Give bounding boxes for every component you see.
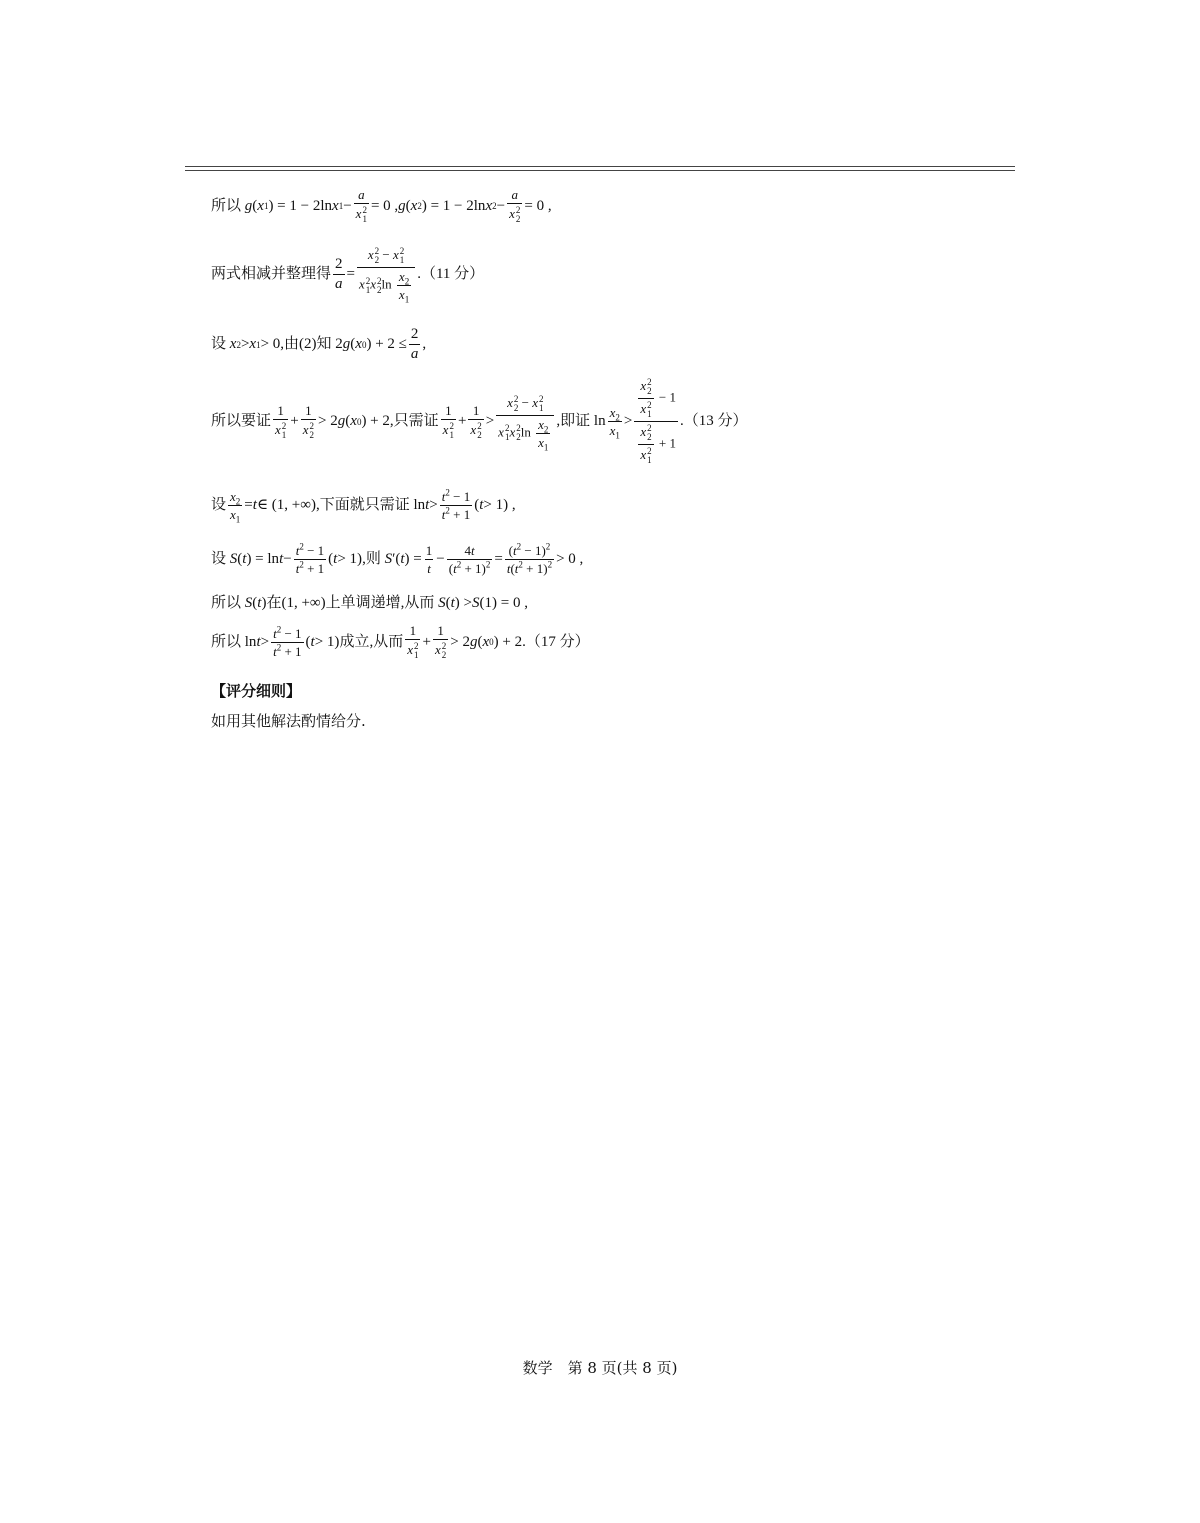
fraction-a-over-x2sq: a x 2 2 xyxy=(509,187,521,224)
formula-line-2: 两式相减并整理得 $\frac{2}{a}$ = x 2 2 − x 2 1 x 2 1 x 2 2 ln $\frac{x_2}{x_1}$ .（11 分） xyxy=(211,246,485,305)
line-6-prefix: 设 xyxy=(211,551,227,567)
line-8-mid: 成立,从而 xyxy=(339,633,404,650)
line-8-prefix: 所以 xyxy=(211,633,242,650)
fraction-1-over-x2sq: 1 x 2 2 xyxy=(302,402,315,440)
line-2-score: .（11 分） xyxy=(417,265,485,282)
line-7-mid2: 上单调递增,从而 xyxy=(325,595,435,611)
fraction-1-over-x2sq-c: 1 x 2 2 xyxy=(434,623,447,660)
fraction-x2-over-x1-t: $\frac{x_2}{x_1}$ xyxy=(230,489,241,525)
fraction-1-over-x1sq-b: 1 x 2 1 xyxy=(442,402,454,440)
header-rule-bottom xyxy=(185,170,1015,171)
line-4-mid2: ,即证 xyxy=(556,413,591,429)
scoring-note: 如用其他解法酌情给分. xyxy=(211,712,366,730)
line-3-mid: ,由(2)知 xyxy=(280,336,332,352)
fraction-t-ratio: $\frac{t^2 - 1}{t^2 + 1}$ xyxy=(441,487,471,522)
line-4-mid: ,只需证 xyxy=(389,413,439,429)
fraction-1-over-x1sq: 1 x 2 1 xyxy=(275,402,287,440)
fraction-a-over-x1sq: a x 2 1 xyxy=(355,187,367,224)
formula-line-3: 设 x 2 > x 1 > 0 ,由(2)知 2 g ( x 0 ) + 2 ≤ $\frac{2}{a}$ , xyxy=(211,326,427,362)
formula-line-8: 所以 ln t > $\frac{t^2 - 1}{t^2 + 1}$ ( t > 1) 成立,从而 1 x 2 1 + 1 x 2 2 > 2 g ( x 0 ) + 2 .（17 分） xyxy=(211,623,590,660)
formula-line-1: 所以 g ( x 1 ) = 1 − 2ln x 1 − a x 2 1 = 0 , g ( x 2 ) = 1 − 2ln x 2 − a x 2 2 = 0 , xyxy=(211,187,552,224)
fraction-difference: x 2 2 − x 2 1 x 2 1 x 2 2 ln $\frac{x_2}{x_1}$ xyxy=(357,247,415,301)
fraction-compound: x 2 2 x 2 1 − 1 x 2 2 x 2 1 + 1 xyxy=(634,378,678,465)
fraction-t-ratio-s: $\frac{t^2 - 1}{t^2 + 1}$ xyxy=(295,541,325,576)
line-4-prefix: 所以要证 xyxy=(211,413,272,429)
fraction-1-over-t: $\frac{1}{t}$ xyxy=(425,543,433,576)
line-3-prefix: 设 xyxy=(211,336,227,352)
header-rule-top xyxy=(185,166,1015,167)
fraction-derivative: $\frac{(t^2 - 1)^2}{t(t^2 + 1)^2}$ xyxy=(506,541,553,576)
line-1-prefix: 所以 xyxy=(211,197,242,214)
line-5-prefix: 设 xyxy=(211,497,227,513)
fraction-4t: $\frac{4t}{(t^2 + 1)^2}$ xyxy=(448,543,491,576)
line-5-mid: ,下面就只需证 xyxy=(315,497,410,513)
fraction-1-over-x2sq-b: 1 x 2 2 xyxy=(470,402,482,440)
line-4-score: .（13 分） xyxy=(679,413,748,429)
fraction-1-over-x1sq-c: 1 x 2 1 xyxy=(407,623,419,660)
fraction-x2-over-x1: $\frac{x_2}{x_1}$ xyxy=(609,405,620,441)
formula-line-4: 所以要证 1 x 2 1 + 1 x 2 2 > 2 g ( x 0 ) + 2 ,只需证 1 x 2 1 + 1 x 2 2 > x 2 2 − x 2 1 x 2 1 x 2 2 ln $\frac{x_2}{x_1}$ ,即证 ln $\frac{x_2}{x_1}$ > x 2 2 x 2 1 − 1 x 2 2 x 2 1 + 1 .（13 分） xyxy=(211,377,748,465)
fraction-t-ratio-c: $\frac{t^2 - 1}{t^2 + 1}$ xyxy=(273,624,302,659)
formula-line-6: 设 S ( t ) = ln t − $\frac{t^2 - 1}{t^2 + 1}$ ( t > 1) ,则 S ′( t ) = $\frac{1}{t}$ − $\frac{4t}{(t^2 + 1)^2}$ = $\frac{(t^2 - 1)^2}{t(t^2 + 1)^2}$ > 0 , xyxy=(211,541,584,576)
fraction-2-over-a: $\frac{2}{a}$ xyxy=(335,255,343,292)
line-8-score: .（17 分） xyxy=(522,633,590,650)
line-6-mid: ,则 xyxy=(362,551,381,567)
scoring-rules-heading: 【评分细则】 xyxy=(211,682,302,700)
line-7-mid: 在 xyxy=(266,595,282,611)
page-footer: 数学 第 8 页(共 8 页) xyxy=(522,1359,678,1377)
formula-line-5: 设 $\frac{x_2}{x_1}$ = t ∈ (1, +∞) ,下面就只需证 ln t > $\frac{t^2 - 1}{t^2 + 1}$ ( t > 1) , xyxy=(211,487,516,525)
line-7-prefix: 所以 xyxy=(211,595,242,611)
fraction-2-over-a-ineq: $\frac{2}{a}$ xyxy=(410,326,419,362)
line-2-prefix: 两式相减并整理得 xyxy=(211,265,332,282)
formula-line-7: 所以 S ( t ) 在 (1, +∞) 上单调递增,从而 S ( t ) > S (1) = 0 , xyxy=(211,595,528,611)
fraction-difference-b: x 2 2 − x 2 1 x 2 1 x 2 2 ln $\frac{x_2}{x_1}$ xyxy=(496,395,554,449)
